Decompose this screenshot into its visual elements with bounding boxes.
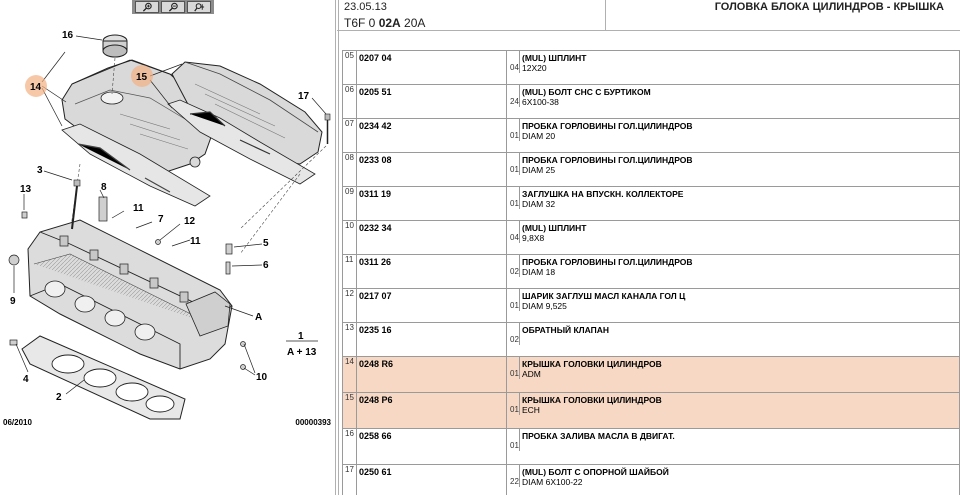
part-row[interactable] [343,153,960,187]
part-qty: 01 [510,131,519,140]
header-date: 23.05.13 [344,1,387,13]
part-desc: DIAM 32 [522,199,556,209]
callout-12[interactable]: 12 [184,216,196,227]
part-code[interactable]: 0232 34 [359,223,392,233]
part-row[interactable] [343,255,960,289]
part-code[interactable]: 0207 04 [359,53,392,63]
zoom-move-icon [194,2,205,12]
callout-10[interactable]: 10 [256,372,268,383]
part-ref-cell [343,429,357,465]
part-desc-cell [507,429,960,465]
part-desc-cell [507,289,960,323]
part-code[interactable]: 0250 61 [359,467,392,477]
callout-11-lower[interactable]: 11 [190,236,201,247]
page-title: ГОЛОВКА БЛОКА ЦИЛИНДРОВ - КРЫШКА [714,1,944,13]
part-ref-cell [343,51,357,85]
part-code-cell [357,289,507,323]
part-ref: 14 [345,357,354,366]
callout-16[interactable]: 16 [62,30,74,41]
part-code-cell [357,357,507,393]
part-qty: 04 [510,233,519,242]
part-ref: 15 [345,393,354,402]
callout-5[interactable]: 5 [263,238,269,249]
part-row[interactable] [343,85,960,119]
part-row[interactable] [343,357,960,393]
part-name: (MUL) БОЛТ СНС С БУРТИКОМ [522,87,651,97]
part-ref-cell [343,289,357,323]
part-ref-cell [343,187,357,221]
part-row[interactable] [343,323,960,357]
part-qty: 01 [510,441,519,450]
part-qty: 02 [510,267,519,276]
pane-separator [335,0,336,495]
part-code[interactable]: 0248 R6 [359,359,394,369]
part-code-cell [357,255,507,289]
part-qty: 01 [510,199,519,208]
diagram-date: 06/2010 [3,418,32,427]
part-code-cell [357,393,507,429]
part-ref: 06 [345,85,354,94]
callout-15[interactable]: 15 [136,72,148,83]
part-desc-cell [507,187,960,221]
part-row[interactable] [343,221,960,255]
exploded-parts-diagram [0,14,335,434]
callout-11-upper[interactable]: 11 [133,203,144,214]
part-ref-cell [343,393,357,429]
part-ref: 17 [345,465,354,474]
part-desc-cell [507,153,960,187]
code-bold: 02A [378,16,401,30]
callout-7[interactable]: 7 [158,214,164,225]
part-code-cell [357,85,507,119]
header-bottom-rule [337,30,960,31]
code-suffix: 20A [400,16,426,30]
part-ref-cell [343,85,357,119]
zoom-in-icon [142,2,153,12]
callout-14[interactable]: 14 [30,82,42,93]
part-row[interactable] [343,393,960,429]
code-prefix: T6F 0 [344,16,379,30]
part-code-cell [357,51,507,85]
part-desc: DIAM 6X100-22 [522,477,583,487]
part-desc-cell [507,119,960,153]
part-desc-cell [507,465,960,495]
part-name: ШАРИК ЗАГЛУШ МАСЛ КАНАЛА ГОЛ Ц [522,291,686,301]
header-divider [605,0,606,30]
zoom-out-icon [168,2,179,12]
part-ref-cell [343,357,357,393]
part-code-cell [357,119,507,153]
part-ref-cell [343,119,357,153]
zoom-out-button[interactable] [161,1,185,13]
part-qty: 01 [510,165,519,174]
part-code-cell [357,465,507,495]
zoom-in-button[interactable] [135,1,159,13]
part-ref-cell [343,221,357,255]
part-code[interactable]: 0235 16 [359,325,392,335]
part-code[interactable]: 0311 19 [359,189,392,199]
part-qty: 02 [510,335,519,344]
part-name: ПРОБКА ГОРЛОВИНЫ ГОЛ.ЦИЛИНДРОВ [522,121,693,131]
part-desc: DIAM 25 [522,165,556,175]
part-qty: 04 [510,63,519,72]
part-desc: ADM [522,369,541,379]
part-ref-cell [343,153,357,187]
part-name: ОБРАТНЫЙ КЛАПАН [522,325,610,335]
part-qty: 22 [510,477,519,486]
part-desc-cell [507,393,960,429]
part-name: ПРОБКА ГОРЛОВИНЫ ГОЛ.ЦИЛИНДРОВ [522,257,693,267]
part-desc: DIAM 20 [522,131,556,141]
pane-separator-inner [338,0,339,495]
part-name: (MUL) ШПЛИНТ [522,53,587,63]
header-code [344,16,425,30]
part-ref-cell [343,323,357,357]
part-row[interactable] [343,187,960,221]
part-desc-cell [507,85,960,119]
part-row[interactable] [343,429,960,465]
part-desc: DIAM 9,525 [522,301,567,311]
part-desc-cell [507,51,960,85]
part-ref: 12 [345,289,354,298]
part-row[interactable] [343,119,960,153]
part-code[interactable]: 0217 07 [359,291,392,301]
part-name: ЗАГЛУШКА НА ВПУСКН. КОЛЛЕКТОРЕ [522,189,684,199]
part-code-cell [357,429,507,465]
part-code-cell [357,187,507,221]
part-code-cell [357,323,507,357]
oil-filler-cap [103,35,127,57]
part-qty: 01 [510,405,519,414]
diagram-pane [0,0,335,495]
parts-table [342,50,960,495]
zoom-move-button[interactable] [187,1,211,13]
part-ref-cell [343,465,357,495]
part-name: КРЫШКА ГОЛОВКИ ЦИЛИНДРОВ [522,359,662,369]
callout-4[interactable]: 4 [23,374,29,385]
part-ref: 05 [345,51,354,60]
part-desc-cell [507,221,960,255]
part-ref: 11 [345,255,354,264]
callout-1[interactable]: 1 [298,331,304,342]
part-name: ПРОБКА ЗАЛИВА МАСЛА В ДВИГАТ. [522,431,675,441]
part-desc: DIAM 18 [522,267,556,277]
part-qty: 01 [510,369,519,378]
callout-3[interactable]: 3 [37,165,43,176]
parts-table-body [343,51,960,495]
callout-A-plus-13[interactable]: A + 13 [287,347,317,358]
part-row[interactable] [343,51,960,85]
diagram-code: 00000393 [295,418,331,427]
part-code[interactable]: 0248 P6 [359,395,393,405]
callout-13[interactable]: 13 [20,184,32,195]
part-row[interactable] [343,465,960,495]
part-code[interactable]: 0234 42 [359,121,392,131]
part-qty: 24 [510,97,519,106]
part-desc: 12X20 [522,63,547,73]
part-desc-cell [507,357,960,393]
part-row[interactable] [343,289,960,323]
callout-6[interactable]: 6 [263,260,269,271]
part-name: (MUL) БОЛТ С ОПОРНОЙ ШАЙБОЙ [522,467,669,477]
part-ref: 08 [345,153,354,162]
callout-2[interactable]: 2 [56,392,62,403]
zoom-toolbar [132,0,214,14]
callout-8[interactable]: 8 [101,182,107,193]
bolt-17 [325,114,330,144]
part-name: (MUL) ШПЛИНТ [522,223,587,233]
part-ref: 13 [345,323,354,332]
callout-9[interactable]: 9 [10,296,16,307]
callout-A[interactable]: A [255,312,263,323]
part-name: ПРОБКА ГОРЛОВИНЫ ГОЛ.ЦИЛИНДРОВ [522,155,693,165]
part-desc-cell [507,323,960,357]
part-ref: 07 [345,119,354,128]
part-code[interactable]: 0233 08 [359,155,392,165]
part-code[interactable]: 0205 51 [359,87,392,97]
part-ref: 09 [345,187,354,196]
part-code-cell [357,153,507,187]
part-desc: 6X100-38 [522,97,559,107]
part-name: КРЫШКА ГОЛОВКИ ЦИЛИНДРОВ [522,395,662,405]
part-desc: ECH [522,405,540,415]
callout-17[interactable]: 17 [298,91,310,102]
part-code[interactable]: 0311 26 [359,257,392,267]
part-code-cell [357,221,507,255]
part-ref: 16 [345,429,354,438]
part-code[interactable]: 0258 66 [359,431,392,441]
part-desc-cell [507,255,960,289]
part-ref-cell [343,255,357,289]
part-desc: 9,8X8 [522,233,545,243]
part-ref: 10 [345,221,354,230]
part-qty: 01 [510,301,519,310]
